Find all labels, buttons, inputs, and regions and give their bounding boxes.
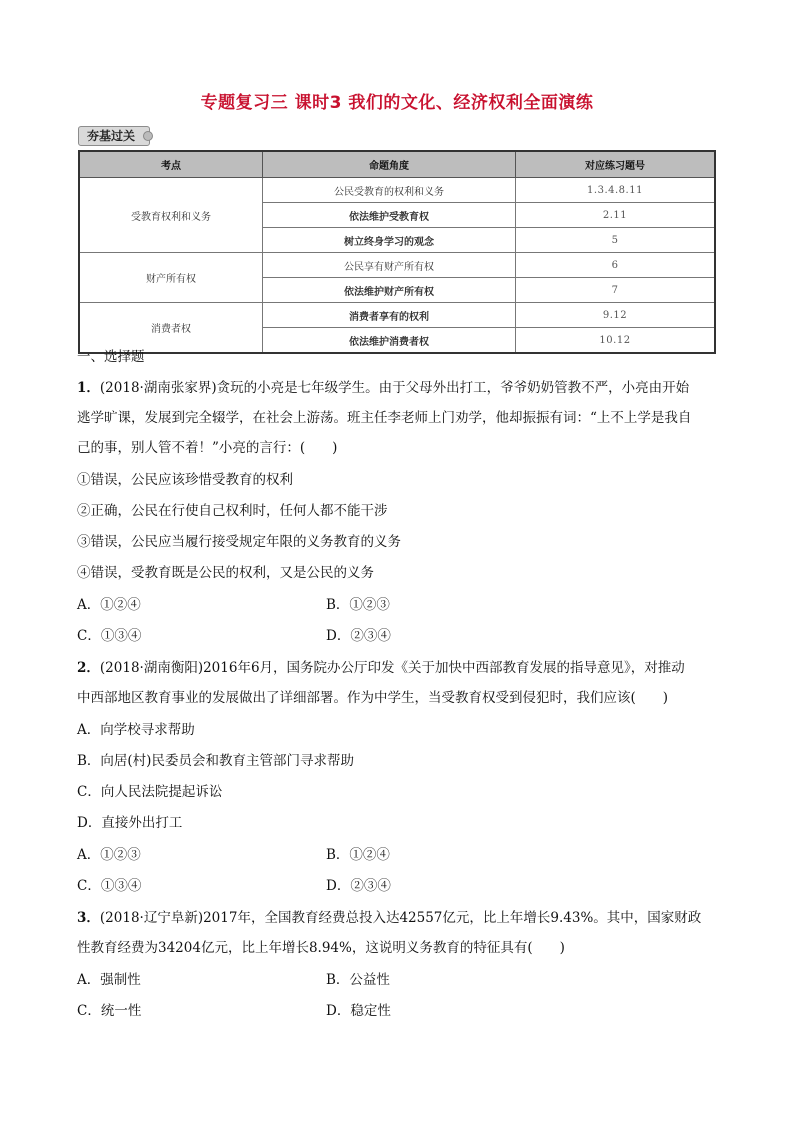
table-header-row xyxy=(79,151,715,178)
question-1-item: ②正确，公民在行使自己权利时，任何人都不能干涉 xyxy=(77,503,388,519)
table-header: 考点 xyxy=(79,151,263,178)
question-text: (2018·湖南张家界)贪玩的小亮是七年级学生。由于父母外出打工，爷爷奶奶管教不严，小亮由开始 xyxy=(99,380,690,396)
question-number: 3． xyxy=(77,910,100,926)
question-2-item: D．直接外出打工 xyxy=(77,815,183,831)
answer-option-d[interactable]: D．②③④ xyxy=(326,878,391,894)
numbers-cell: 6 xyxy=(516,253,716,278)
angle-cell: 树立终身学习的观念 xyxy=(263,228,516,253)
question-2-line-2: 中西部地区教育事业的发展做出了详细部署。作为中学生，当受教育权受到侵犯时，我们应该( ) xyxy=(77,690,669,706)
topic-cell: 消费者权 xyxy=(79,303,263,354)
answer-option-d[interactable]: D．稳定性 xyxy=(326,1003,391,1019)
answer-option-a[interactable]: A．强制性 xyxy=(77,972,141,988)
question-3-line-1 xyxy=(77,906,701,926)
question-text: (2018·辽宁阜新)2017年，全国教育经费总投入达42557亿元，比上年增长9.43%。其中，国家财政 xyxy=(99,910,702,926)
numbers-cell: 2.11 xyxy=(516,203,716,228)
badge-tip-icon xyxy=(143,131,153,141)
answer-option-a[interactable]: A．①②④ xyxy=(77,597,141,613)
question-2-item: B．向居(村)民委员会和教育主管部门寻求帮助 xyxy=(77,753,354,769)
answer-option-b[interactable]: B．①②④ xyxy=(326,847,390,863)
question-1-item: ③错误，公民应当履行接受规定年限的义务教育的义务 xyxy=(77,534,401,550)
page-title: 专题复习三 课时3 我们的文化、经济权利全面演练 xyxy=(200,93,594,113)
question-1-item: ①错误，公民应该珍惜受教育的权利 xyxy=(77,472,293,488)
numbers-cell: 9.12 xyxy=(516,303,716,328)
section-heading: 一、选择题 xyxy=(77,349,145,365)
question-1-line-3: 己的事，别人管不着！”小亮的言行：( ) xyxy=(77,440,338,456)
table-header: 对应练习题号 xyxy=(516,151,716,178)
question-1-item: ④错误，受教育既是公民的权利，又是公民的义务 xyxy=(77,565,374,581)
question-2-item: C．向人民法院提起诉讼 xyxy=(77,784,223,800)
section-badge: 夯基过关 xyxy=(78,126,150,146)
question-3-line-2: 性教育经费为34204亿元，比上年增长8.94%，这说明义务教育的特征具有( ) xyxy=(77,940,565,956)
question-1-line-1 xyxy=(77,376,689,396)
question-1-line-2: 逃学旷课，发展到完全辍学，在社会上游荡。班主任李老师上门劝学，他却振振有词：“上不上学是我自 xyxy=(77,410,692,426)
answer-option-c[interactable]: C．①③④ xyxy=(77,878,142,894)
answer-option-c[interactable]: C．①③④ xyxy=(77,628,142,644)
angle-cell: 公民受教育的权利和义务 xyxy=(263,178,516,203)
topic-cell: 受教育权利和义务 xyxy=(79,178,263,253)
table-row xyxy=(79,253,715,278)
numbers-cell: 7 xyxy=(516,278,716,303)
numbers-cell: 1.3.4.8.11 xyxy=(516,178,716,203)
answer-option-c[interactable]: C．统一性 xyxy=(77,1003,142,1019)
answer-option-d[interactable]: D．②③④ xyxy=(326,628,391,644)
answer-option-b[interactable]: B．①②③ xyxy=(326,597,390,613)
angle-cell: 消费者享有的权利 xyxy=(263,303,516,328)
table-row xyxy=(79,303,715,328)
numbers-cell: 10.12 xyxy=(516,328,716,354)
angle-cell: 依法维护消费者权 xyxy=(263,328,516,354)
question-2-item: A．向学校寻求帮助 xyxy=(77,722,195,738)
question-number: 1． xyxy=(77,380,100,396)
angle-cell: 依法维护受教育权 xyxy=(263,203,516,228)
question-text: (2018·湖南衡阳)2016年6月，国务院办公厅印发《关于加快中西部教育发展的指导意见》，对推动 xyxy=(99,660,685,676)
answer-option-a[interactable]: A．①②③ xyxy=(77,847,141,863)
answer-option-b[interactable]: B．公益性 xyxy=(326,972,390,988)
table-row xyxy=(79,178,715,203)
numbers-cell: 5 xyxy=(516,228,716,253)
question-number: 2． xyxy=(77,660,100,676)
topic-cell: 财产所有权 xyxy=(79,253,263,303)
angle-cell: 公民享有财产所有权 xyxy=(263,253,516,278)
table-header: 命题角度 xyxy=(263,151,516,178)
question-2-line-1 xyxy=(77,656,685,676)
knowledge-point-table xyxy=(78,150,716,354)
angle-cell: 依法维护财产所有权 xyxy=(263,278,516,303)
